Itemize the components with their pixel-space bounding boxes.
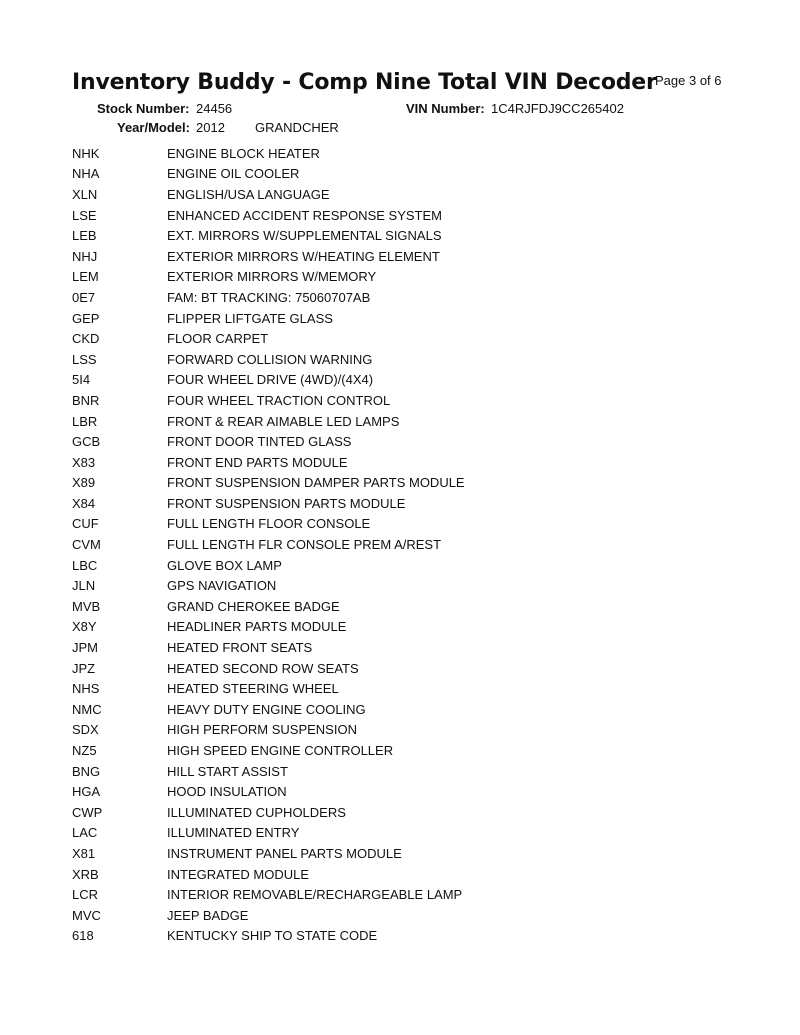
option-code: NMC bbox=[72, 701, 102, 717]
option-description: FULL LENGTH FLR CONSOLE PREM A/REST bbox=[167, 537, 442, 553]
option-code: JPM bbox=[72, 640, 98, 656]
option-code: LCR bbox=[72, 887, 99, 903]
page-number: Page 3 of 6 bbox=[655, 73, 722, 88]
option-code: SDX bbox=[72, 722, 99, 738]
list-item bbox=[72, 473, 722, 494]
vin-number-label: VIN Number: bbox=[406, 101, 485, 116]
option-description: EXTERIOR MIRRORS W/HEATING ELEMENT bbox=[167, 248, 440, 264]
option-code: XLN bbox=[72, 186, 98, 202]
option-code: GCB bbox=[72, 434, 101, 450]
option-description: INSTRUMENT PANEL PARTS MODULE bbox=[167, 845, 402, 861]
option-description: GPS NAVIGATION bbox=[167, 578, 277, 594]
option-description: KENTUCKY SHIP TO STATE CODE bbox=[167, 928, 378, 944]
option-code: CWP bbox=[72, 804, 103, 820]
list-item bbox=[72, 617, 722, 638]
option-description: HILL START ASSIST bbox=[167, 763, 288, 779]
option-description: FAM: BT TRACKING: 75060707AB bbox=[167, 289, 371, 305]
option-description: INTERIOR REMOVABLE/RECHARGEABLE LAMP bbox=[167, 887, 463, 903]
option-description: ENGINE OIL COOLER bbox=[167, 166, 300, 182]
option-code: X8Y bbox=[72, 619, 97, 635]
option-code: NZ5 bbox=[72, 743, 97, 759]
option-description: HIGH PERFORM SUSPENSION bbox=[167, 722, 357, 738]
option-code: X83 bbox=[72, 454, 96, 470]
list-item bbox=[72, 143, 722, 164]
list-item bbox=[72, 287, 722, 308]
option-description: GRAND CHEROKEE BADGE bbox=[167, 598, 340, 614]
option-code: X81 bbox=[72, 845, 96, 861]
option-code: BNR bbox=[72, 392, 100, 408]
list-item bbox=[72, 246, 722, 267]
list-item bbox=[72, 267, 722, 288]
year-value: 2012 bbox=[196, 120, 225, 135]
option-code: JLN bbox=[72, 578, 96, 594]
option-code: XRB bbox=[72, 866, 99, 882]
list-item bbox=[72, 678, 722, 699]
option-code: HGA bbox=[72, 784, 101, 800]
option-description: INTEGRATED MODULE bbox=[167, 866, 310, 882]
option-description: FOUR WHEEL TRACTION CONTROL bbox=[167, 392, 391, 408]
list-item bbox=[72, 390, 722, 411]
list-item bbox=[72, 740, 722, 761]
option-description: FRONT DOOR TINTED GLASS bbox=[167, 434, 352, 450]
option-description: HEATED SECOND ROW SEATS bbox=[167, 660, 359, 676]
model-value: GRANDCHER bbox=[255, 120, 339, 135]
option-description: FRONT & REAR AIMABLE LED LAMPS bbox=[167, 413, 400, 429]
option-description: ENGLISH/USA LANGUAGE bbox=[167, 186, 330, 202]
option-code: LBC bbox=[72, 557, 98, 573]
list-item bbox=[72, 370, 722, 391]
option-code: X84 bbox=[72, 495, 96, 511]
option-description: FOUR WHEEL DRIVE (4WD)/(4X4) bbox=[167, 372, 374, 388]
list-item bbox=[72, 761, 722, 782]
list-item bbox=[72, 534, 722, 555]
option-description: FRONT END PARTS MODULE bbox=[167, 454, 348, 470]
option-code: LEM bbox=[72, 269, 99, 285]
option-description: HEAVY DUTY ENGINE COOLING bbox=[167, 701, 366, 717]
year-model-label: Year/Model: bbox=[117, 120, 190, 135]
option-code: JPZ bbox=[72, 660, 96, 676]
option-code: CUF bbox=[72, 516, 99, 532]
option-description: ILLUMINATED CUPHOLDERS bbox=[167, 804, 346, 820]
option-description: FORWARD COLLISION WARNING bbox=[167, 351, 373, 367]
option-code: X89 bbox=[72, 475, 96, 491]
list-item bbox=[72, 637, 722, 658]
document-title: Inventory Buddy - Comp Nine Total VIN Decoder bbox=[72, 70, 657, 95]
option-description: ENGINE BLOCK HEATER bbox=[167, 145, 320, 161]
option-code-list bbox=[72, 143, 722, 946]
option-code: LSE bbox=[72, 207, 97, 223]
option-description: ENHANCED ACCIDENT RESPONSE SYSTEM bbox=[167, 207, 442, 223]
option-code: LAC bbox=[72, 825, 98, 841]
option-description: HEATED STEERING WHEEL bbox=[167, 681, 339, 697]
list-item bbox=[72, 575, 722, 596]
option-code: LBR bbox=[72, 413, 98, 429]
option-description: EXTERIOR MIRRORS W/MEMORY bbox=[167, 269, 377, 285]
list-item bbox=[72, 493, 722, 514]
list-item bbox=[72, 184, 722, 205]
list-item bbox=[72, 411, 722, 432]
option-description: FLOOR CARPET bbox=[167, 331, 269, 347]
option-code: 618 bbox=[72, 928, 94, 944]
option-code: LEB bbox=[72, 228, 97, 244]
list-item bbox=[72, 781, 722, 802]
option-description: HOOD INSULATION bbox=[167, 784, 287, 800]
list-item bbox=[72, 658, 722, 679]
option-description: GLOVE BOX LAMP bbox=[167, 557, 282, 573]
list-item bbox=[72, 843, 722, 864]
vin-number-value: 1C4RJFDJ9CC265402 bbox=[491, 101, 624, 116]
option-description: ILLUMINATED ENTRY bbox=[167, 825, 300, 841]
stock-number-label: Stock Number: bbox=[97, 101, 190, 116]
option-description: EXT. MIRRORS W/SUPPLEMENTAL SIGNALS bbox=[167, 228, 442, 244]
list-item bbox=[72, 802, 722, 823]
list-item bbox=[72, 431, 722, 452]
list-item bbox=[72, 514, 722, 535]
list-item bbox=[72, 823, 722, 844]
list-item bbox=[72, 308, 722, 329]
list-item bbox=[72, 328, 722, 349]
list-item bbox=[72, 720, 722, 741]
option-code: LSS bbox=[72, 351, 97, 367]
option-description: HEATED FRONT SEATS bbox=[167, 640, 313, 656]
option-code: NHK bbox=[72, 145, 100, 161]
list-item bbox=[72, 164, 722, 185]
option-code: 0E7 bbox=[72, 289, 96, 305]
option-code: BNG bbox=[72, 763, 101, 779]
option-code: NHA bbox=[72, 166, 100, 182]
option-code: MVB bbox=[72, 598, 101, 614]
option-code: CVM bbox=[72, 537, 101, 553]
option-description: HIGH SPEED ENGINE CONTROLLER bbox=[167, 743, 394, 759]
list-item bbox=[72, 699, 722, 720]
list-item bbox=[72, 864, 722, 885]
option-code: MVC bbox=[72, 907, 101, 923]
option-code: CKD bbox=[72, 331, 100, 347]
option-code: 5I4 bbox=[72, 372, 91, 388]
list-item bbox=[72, 905, 722, 926]
option-description: FLIPPER LIFTGATE GLASS bbox=[167, 310, 333, 326]
option-description: FULL LENGTH FLOOR CONSOLE bbox=[167, 516, 371, 532]
option-description: FRONT SUSPENSION DAMPER PARTS MODULE bbox=[167, 475, 465, 491]
list-item bbox=[72, 225, 722, 246]
stock-number-value: 24456 bbox=[196, 101, 233, 116]
option-description: JEEP BADGE bbox=[167, 907, 249, 923]
list-item bbox=[72, 205, 722, 226]
list-item bbox=[72, 926, 722, 947]
list-item bbox=[72, 596, 722, 617]
list-item bbox=[72, 349, 722, 370]
list-item bbox=[72, 884, 722, 905]
option-description: HEADLINER PARTS MODULE bbox=[167, 619, 347, 635]
option-code: NHJ bbox=[72, 248, 98, 264]
option-code: GEP bbox=[72, 310, 100, 326]
option-description: FRONT SUSPENSION PARTS MODULE bbox=[167, 495, 406, 511]
list-item bbox=[72, 452, 722, 473]
option-code: NHS bbox=[72, 681, 100, 697]
list-item bbox=[72, 555, 722, 576]
